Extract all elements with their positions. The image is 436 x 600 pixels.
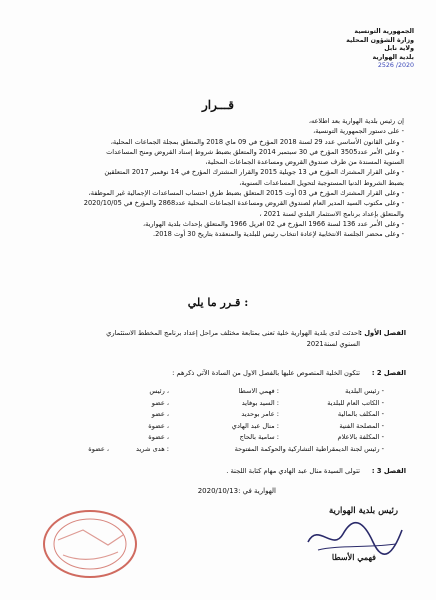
preamble-line: - وعلى مكتوب السيد المدير العام لصندوق القروض ومساعدة الجماعات المحلية عدد2868 والمؤرخ في 2020/10/05 — [83, 199, 404, 208]
member-name: : السيد بوفايد — [241, 398, 279, 407]
preamble-line: السنوية المسندة من طرف صندوق القروض ومساعدة الجماعات المحلية، — [205, 158, 404, 167]
place-date: الهوارية في :2020/10/13 — [197, 487, 276, 495]
member-title: ، عضو — [151, 398, 169, 407]
member-name: : عامر بوحديد — [241, 410, 279, 419]
article-2 — [21, 368, 406, 379]
letterhead — [346, 28, 414, 71]
letterhead-governorate: ولاية نابل — [384, 45, 414, 53]
article-1-label: الفصل الأول : — [359, 329, 406, 337]
member-role: - رئيس البلدية — [345, 387, 384, 395]
article-1-line: احدثت لدى بلدية الهوارية خلية تعنى بمتابعة مختلف مراحل إعداد برنامج المخطط الاستثماري — [106, 329, 360, 337]
article-1-line: السنوي لسنة2021 — [306, 340, 360, 348]
member-row — [44, 421, 384, 433]
letterhead-municipality: بلدية الهوارية — [372, 53, 414, 61]
preamble-line: بضبط الشروط الدنيا المستوجبة لتحويل المساعدات السنوية، — [239, 178, 404, 187]
member-row — [44, 409, 384, 421]
member-title: ، عضوة — [148, 421, 169, 430]
member-role: - المصلحة الفنية — [339, 421, 384, 430]
preamble-line: إن رئيس بلدية الهوارية بعد اطلاعه، — [308, 117, 404, 125]
decision-heading: قـرر ما يلي : — [187, 296, 249, 309]
member-role: - رئيس لجنة الديمقراطية التشاركية والحوكمة المفتوحة — [234, 444, 384, 453]
member-role: - الكاتب العام للبلدية — [327, 398, 384, 407]
article-3-text: تتولى السيدة منال عبد الهادي مهام كتابة اللجنة . — [226, 467, 360, 475]
member-title: ، عضو — [151, 410, 169, 419]
member-role: - المكلف بالمالية — [337, 410, 384, 419]
signatory-name: فهمي الأسطا — [331, 552, 376, 562]
preamble-line: - على دستور الجمهورية التونسية، — [313, 127, 404, 136]
preamble-line: - وعلى محضر الجلسة الانتخابية لإعادة انتخاب رئيس للبلدية والمنعقدة بتاريخ 30 أوت 2018. — [152, 230, 404, 239]
member-name: : هدى شريد — [136, 444, 169, 453]
member-name: : سامية بالحاج — [239, 433, 279, 442]
letterhead-country: الجمهورية التونسية — [354, 28, 414, 35]
member-row — [44, 386, 384, 398]
member-title: ، رئيس — [149, 387, 169, 395]
official-stamp-icon — [28, 500, 148, 585]
member-name: : منال عبد الهادي — [231, 421, 279, 430]
preamble-line: - وعلى القانون الأساسي عدد 29 لسنة 2018 المؤرخ في 09 ماي 2018 والمتعلق بمجلة الجماعات المحلية، — [110, 137, 404, 146]
member-row — [44, 444, 384, 456]
article-3-label: الفصل 3 : — [371, 467, 406, 475]
reference-number: 2020/ 2526 — [377, 62, 414, 70]
article-2-text: تتكون الخلية المنصوص عليها بالفصل الاول من السادة الآتي ذكرهم : — [172, 369, 360, 377]
member-title: ، عضوة — [88, 444, 109, 453]
member-name: : فهمي الاسطا — [238, 387, 279, 395]
member-list — [44, 386, 384, 456]
member-row — [44, 432, 384, 444]
preamble-line: - وعلى الأمر عدد 136 لسنة 1966 المؤرخ في 02 افريل 1966 والمتعلق بإحداث بلدية الهوارية، — [142, 219, 404, 228]
member-row — [44, 398, 384, 410]
signatory-title: رئيس بلدية الهوارية — [328, 506, 398, 516]
member-title: ، عضوة — [148, 433, 169, 442]
document-title: قـــرار — [201, 98, 235, 112]
preamble — [24, 116, 404, 240]
preamble-line: - وعلى القرار المشترك المؤرخ في 03 أوت 2015 المتعلق بضبط طرق احتساب المساعدات الإجمالية غير الموظفة، — [88, 189, 404, 198]
member-role: - المكلفة بالاعلام — [337, 433, 384, 442]
preamble-line: - وعلى الأمر عدد3505 المؤرخ في 30 سبتمبر 2014 والمتعلق بضبط شروط إسناد القروض ومنح المساعدات — [106, 147, 404, 156]
article-2-label: الفصل 2 : — [371, 369, 406, 377]
preamble-line: - وعلى القرار المشترك المؤرخ في 13 جويلية 2015 والقرار المشترك المؤرخ في 14 نوفمبر 2017 المتعلقين — [104, 168, 404, 177]
article-3 — [21, 466, 406, 477]
article-1 — [21, 328, 406, 350]
preamble-line: والمتعلق بإعداد برنامج الاستثمار البلدي لسنة 2021 ، — [259, 209, 404, 218]
letterhead-ministry: وزارة الشؤون المحلية — [346, 36, 414, 44]
